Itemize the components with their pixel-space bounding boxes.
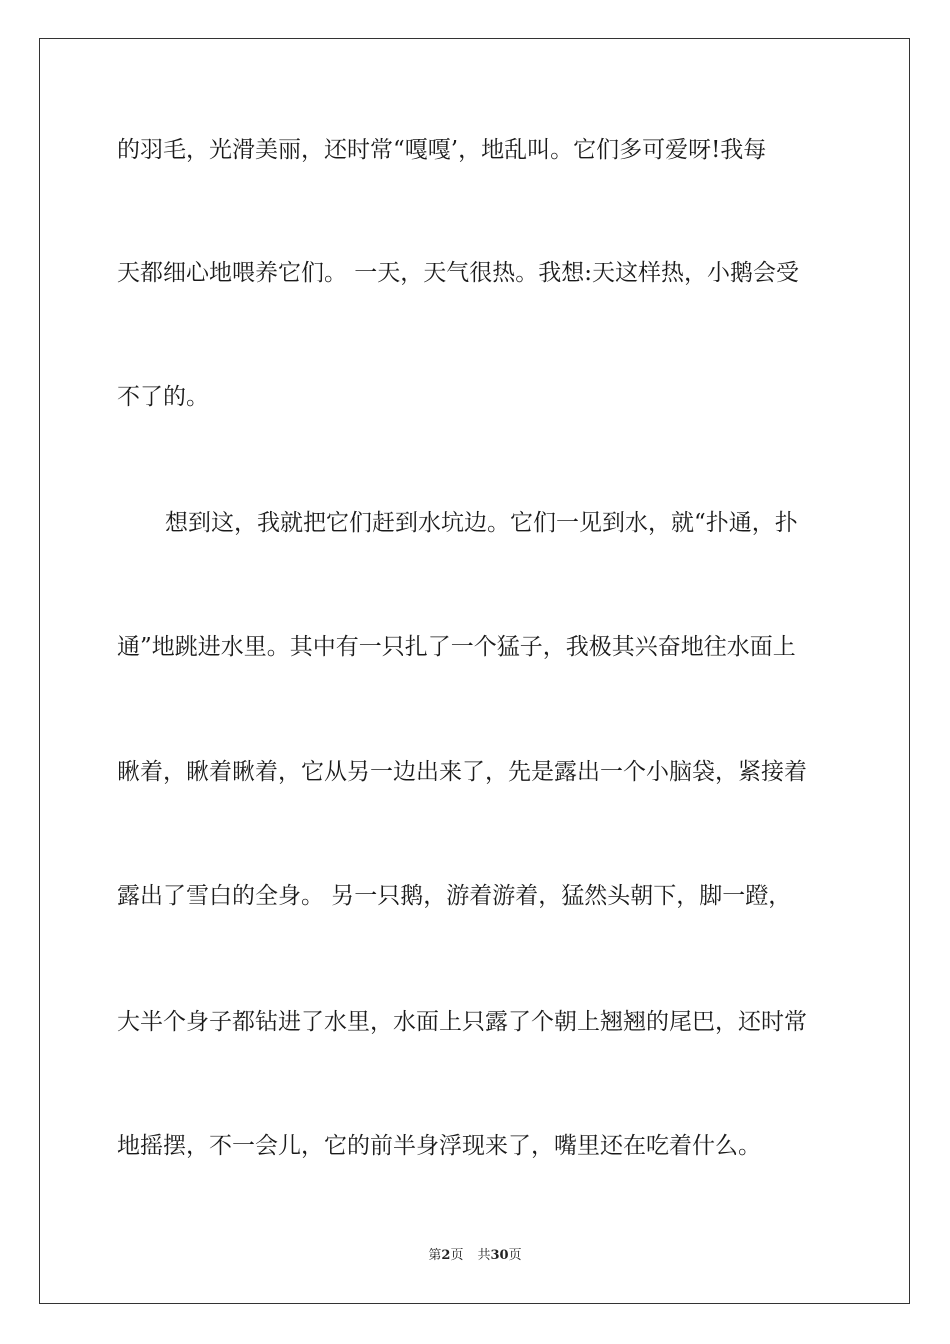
text-line-6: 瞅着，瞅着瞅着，它从另一边出来了，先是露出一个小脑袋，紧接着 <box>117 759 807 785</box>
total-pages: 30 <box>490 1248 509 1263</box>
text-line-8: 大半个身子都钻进了水里，水面上只露了个朝上翘翘的尾巴，还时常 <box>117 1009 807 1035</box>
total-unit: 页 <box>508 1248 522 1263</box>
total-prefix: 共 <box>477 1248 491 1263</box>
page-prefix: 第 <box>428 1248 442 1263</box>
text-line-9: 地摇摆，不一会儿，它的前半身浮现来了，嘴里还在吃着什么。 <box>117 1133 761 1159</box>
page-unit: 页 <box>450 1248 464 1263</box>
text-line-2: 天都细心地喂养它们。 一天，天气很热。我想:天这样热，小鹅会受 <box>117 260 800 286</box>
text-line-3: 不了的。 <box>117 384 209 410</box>
text-line-5: 通”地跳进水里。其中有一只扎了一个猛子，我极其兴奋地往水面上 <box>117 634 796 660</box>
page-footer <box>0 1247 950 1265</box>
text-line-7: 露出了雪白的全身。 另一只鹅，游着游着，猛然头朝下，脚一蹬， <box>117 883 792 909</box>
text-line-1: 的羽毛，光滑美丽，还时常“嘎嘎’，地乱叫。它们多可爱呀!我每 <box>117 137 767 163</box>
page-number: 2 <box>441 1248 451 1263</box>
page-frame <box>39 38 910 1304</box>
paragraph-start-line: 想到这，我就把它们赶到水坑边。它们一见到水，就“扑通，扑 <box>165 510 798 536</box>
